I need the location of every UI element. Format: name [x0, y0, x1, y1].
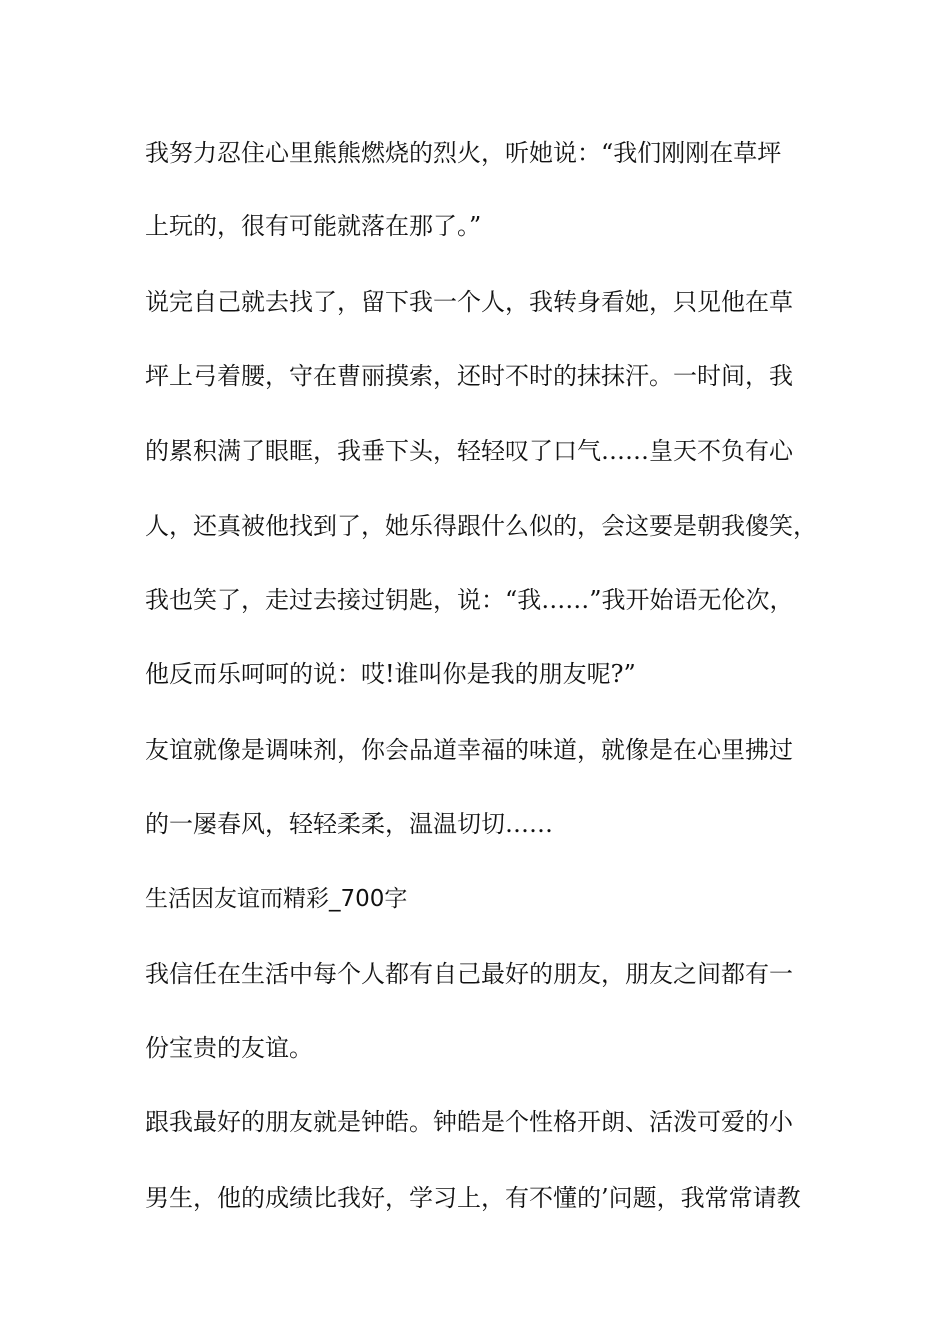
section-heading: 生活因友谊而精彩_700字 [145, 886, 408, 912]
text-line-1: 我努力忍住心里熊熊燃烧的烈火，听她说：“我们刚刚在草坪 [145, 139, 782, 167]
text-line-2: 上玩的，很有可能就落在那了。” [145, 212, 482, 240]
text-line-3: 说完自己就去找了，留下我一个人，我转身看她，只见他在草 [145, 288, 793, 316]
text-line-5: 的累积满了眼眶，我垂下头，轻轻叹了口气……皇天不负有心 [145, 437, 793, 465]
text-line-8: 他反而乐呵呵的说：哎!谁叫你是我的朋友呢?” [145, 660, 636, 688]
text-line-7: 我也笑了，走过去接过钥匙，说：“我……”我开始语无伦次， [145, 586, 794, 614]
text-line-4: 坪上弓着腰，守在曹丽摸索，还时不时的抹抹汗。一时间，我 [145, 362, 793, 390]
text-line-13: 份宝贵的友谊。 [145, 1034, 313, 1062]
text-line-15: 男生，他的成绩比我好，学习上，有不懂的’问题，我常常请教 [145, 1184, 801, 1212]
text-line-6: 人，还真被他找到了，她乐得跟什么似的，会这要是朝我傻笑， [145, 512, 817, 540]
text-line-9: 友谊就像是调味剂，你会品道幸福的味道，就像是在心里拂过 [145, 736, 793, 764]
text-line-12: 我信任在生活中每个人都有自己最好的朋友，朋友之间都有一 [145, 960, 793, 988]
text-line-10: 的一屡春风，轻轻柔柔，温温切切…… [145, 810, 553, 838]
text-line-14: 跟我最好的朋友就是钟皓。钟皓是个性格开朗、活泼可爱的小 [145, 1108, 793, 1136]
